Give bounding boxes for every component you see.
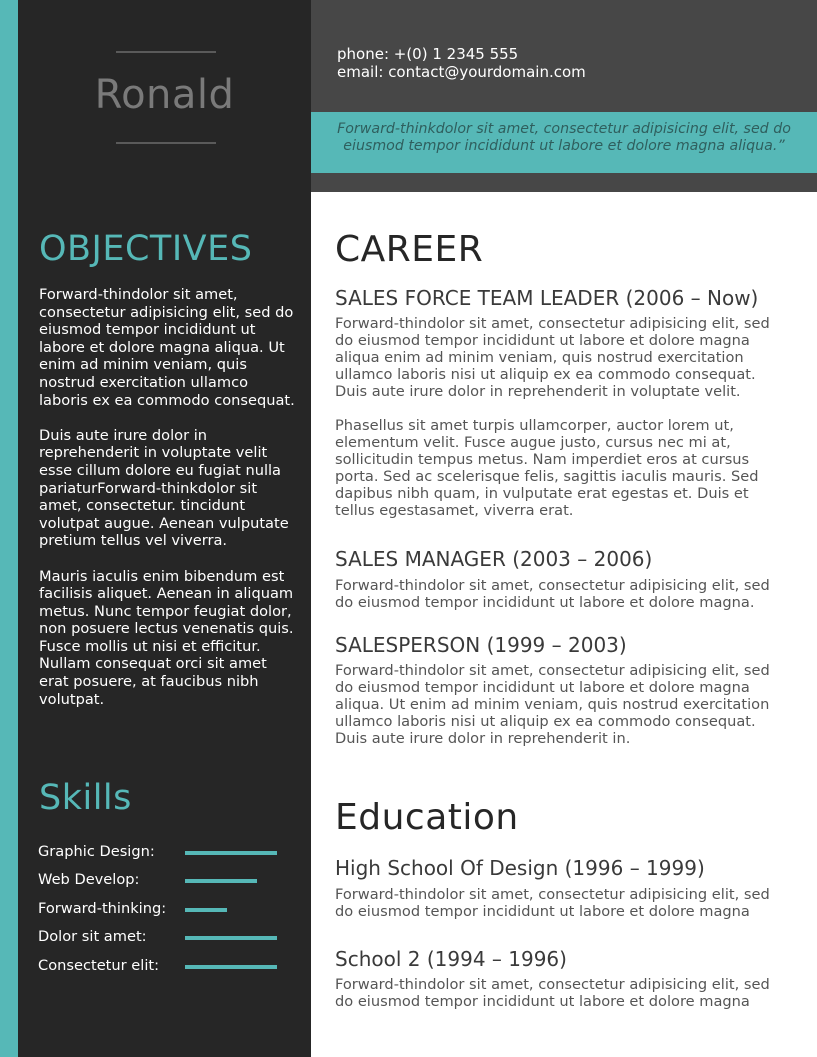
skill-bar	[185, 851, 277, 855]
job-description	[335, 662, 775, 764]
skill-row	[38, 928, 298, 946]
job-paragraph: Phasellus sit amet turpis ullamcorper, auctor lorem ut, elementum velit. Fusce augue justo, cursus nec mi at, sollicitudin tempus metus. Nam imperdiet eros at cursus porta. Sed ac scelerisque felis, sagittis iaculis mauris. Sed dapibus nibh quam, in vulputate erat egestas et. Duis et tellus egestasamet, viverra erat.	[335, 417, 759, 519]
objectives-text	[39, 286, 297, 726]
education-heading: Education	[335, 797, 519, 838]
skill-label: Forward-thinking:	[38, 900, 167, 917]
education-title: School 2 (1994 – 1996)	[335, 947, 567, 971]
skill-row	[38, 900, 298, 918]
contact-info	[337, 45, 586, 81]
phone: phone: +(0) 1 2345 555	[337, 45, 519, 63]
education-description	[335, 976, 775, 1027]
sidebar	[18, 0, 311, 1057]
skill-bar	[185, 936, 277, 940]
quote-band	[311, 112, 817, 173]
objectives-paragraph: Duis aute irure dolor in reprehenderit in voluptate velit esse cillum dolore eu fugiat nulla pariaturForward-thinkdolor sit amet, consectetur. tincidunt volutpat augue. Aenean vulputate pretium tellus vel viverra.	[39, 426, 289, 550]
skill-label: Dolor sit amet:	[38, 928, 147, 945]
education-paragraph: Forward-thindolor sit amet, consectetur adipisicing elit, sed do eiusmod tempor incididunt ut labore et dolore magna	[335, 976, 770, 1010]
job-description	[335, 577, 775, 628]
skill-track	[185, 936, 277, 940]
job-description	[335, 315, 775, 536]
objectives-paragraph: Mauris iaculis enim bibendum est facilisis aliquet. Aenean in aliquam metus. Nunc tempor feugiat dolor, non posuere lectus venenatis quis. Fusce mollis ut nisi et efficitur. Nullam consequat orci sit amet erat posuere, at faucibus nibh volutpat.	[39, 567, 294, 708]
skill-label: Web Develop:	[38, 871, 140, 888]
skill-track	[185, 851, 277, 855]
skill-label: Graphic Design:	[38, 843, 155, 860]
skill-track	[185, 879, 277, 883]
skill-row	[38, 843, 298, 861]
skill-track	[185, 965, 277, 969]
job-paragraph: Forward-thindolor sit amet, consectetur adipisicing elit, sed do eiusmod tempor incididunt ut labore et dolore magna.	[335, 577, 770, 611]
skill-row	[38, 871, 298, 889]
job-paragraph: Forward-thindolor sit amet, consectetur adipisicing elit, sed do eiusmod tempor incididunt ut labore et dolore magna aliqua enim ad minim veniam, quis nostrud exercitation ullamco laboris nisi ut aliquip ex ea commodo consequat. Duis aute irure dolor in reprehenderit in voluptate velit.	[335, 315, 770, 400]
skill-bar	[185, 965, 277, 969]
skill-track	[185, 908, 277, 912]
job-title: SALES MANAGER (2003 – 2006)	[335, 547, 653, 571]
education-title: High School Of Design (1996 – 1999)	[335, 856, 705, 880]
skill-bar	[185, 908, 227, 912]
header-band	[311, 0, 817, 192]
job-paragraph: Forward-thindolor sit amet, consectetur adipisicing elit, sed do eiusmod tempor incididunt ut labore et dolore magna aliqua. Ut enim ad minim veniam, quis nostrud exercitation ullamco laboris nisi ut aliquip ex ea commodo consequat. Duis aute irure dolor in reprehenderit in.	[335, 662, 770, 747]
job-title: SALESPERSON (1999 – 2003)	[335, 633, 627, 657]
career-heading: CAREER	[335, 229, 484, 270]
skill-label: Consectetur elit:	[38, 957, 160, 974]
skill-bar	[185, 879, 257, 883]
objectives-paragraph: Forward-thindolor sit amet, consectetur adipisicing elit, sed do eiusmod tempor incididunt ut labore et dolore magna aliqua. Ut enim ad minim veniam, quis nostrud exercitation ullamco laboris ex ea commodo consequat.	[39, 286, 295, 409]
email: email: contact@yourdomain.com	[337, 63, 586, 81]
accent-stripe	[0, 0, 18, 1057]
quote: Forward-thinkdolor sit amet, consectetur adipisicing elit, sed do eiusmod tempor incididunt ut labore et dolore magna aliqua.”	[337, 121, 791, 154]
education-paragraph: Forward-thindolor sit amet, consectetur adipisicing elit, sed do eiusmod tempor incididunt ut labore et dolore magna	[335, 886, 770, 920]
name: Ronald	[94, 72, 235, 118]
name-top-rule	[116, 51, 216, 53]
education-description	[335, 886, 775, 937]
skill-row	[38, 957, 298, 975]
objectives-heading: OBJECTIVES	[39, 229, 253, 269]
skills-heading: Skills	[39, 778, 132, 818]
name-bottom-rule	[116, 142, 216, 144]
job-title: SALES FORCE TEAM LEADER (2006 – Now)	[335, 286, 759, 310]
